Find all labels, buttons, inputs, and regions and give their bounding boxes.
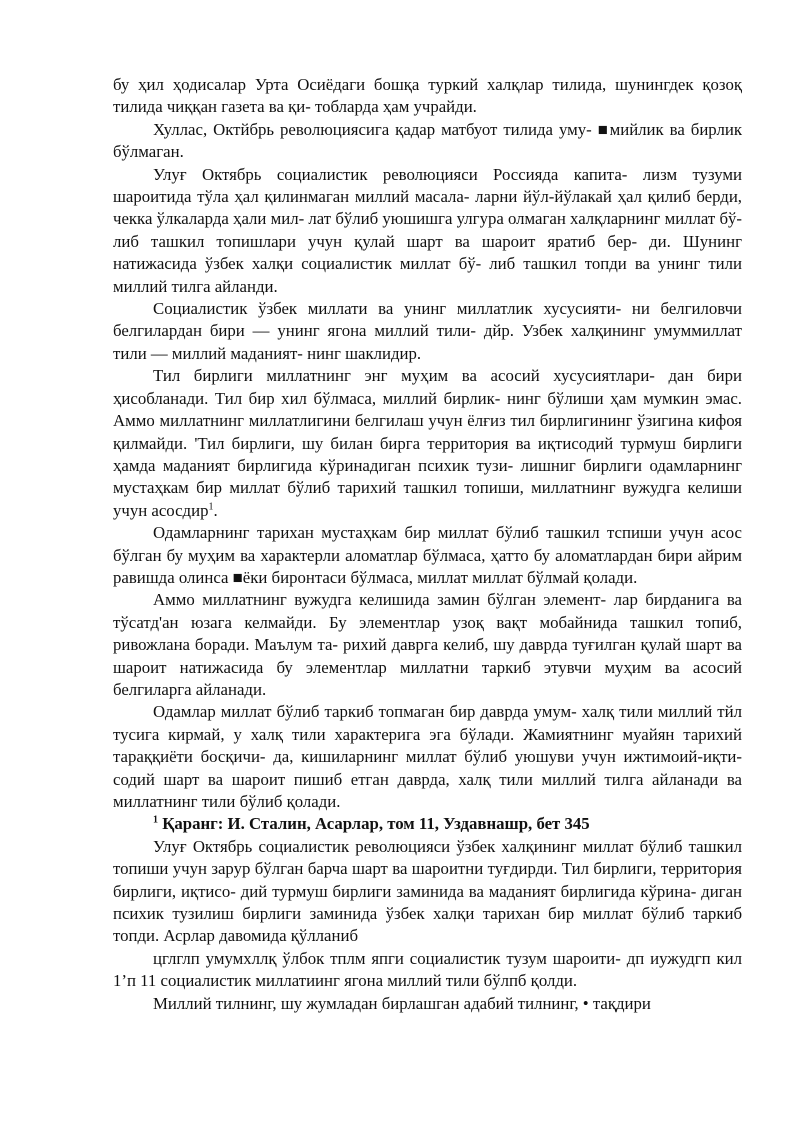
footnote-reference: 1 — [208, 501, 214, 513]
paragraph-3: Улуғ Октябрь социалистик революцияси Россияда капита- лизм тузуми шароитида тўла ҳал қилинмаган миллий масала- ларни йўл-йўлакай ҳал қилиб берди, чекка ўлкаларда ҳали мил- лат бўлиб уюшишга улгура олмаган халқларнинг миллат бў- либ ташкил топишлари учун қулай шарт ва шароит яратиб бер- ди. Шунинг натижасида ўзбек халқи социалистик миллат бў- либ ташкил топди ва унинг тили миллий тилга айланди. — [113, 164, 742, 296]
paragraph-5-text: Тил бирлиги миллатнинг энг муҳим ва асосий хусусиятлари- дан бири ҳисобланади. Тил бир хил бўлмаса, миллий бирлик- нинг бўлиши ҳам мумкин эмас. Аммо миллатнинг миллатлигини белгилаш учун ёлғиз тил бирлигининг ўзигина кифоя қилмайди. 'Тил бирлиги, шу билан бирга территория ва иқтисодий турмуш бирлиги ҳамда маданият бирлигида кўринадиган психик тузи- лишниг бирлиги одамларнинг мустаҳкам бир миллат бўлиб тарихий ташкил топиши, миллатнинг вужудга келиши учун асосдир — [113, 366, 742, 520]
paragraph-2: Хуллас, Октйбрь революциясига қадар матбуот тилида уму- ■мийлик ва бирлик бўлмаган. — [113, 119, 742, 162]
paragraph-6: Одамларнинг тарихан мустаҳкам бир миллат бўлиб ташкил тспиши учун асос бўлган бу муҳим ва характерли аломатлар бўлмаса, ҳатто бу аломатлардан бири айрим равишда олинса ■ёки биронтаси бўлмаса, миллат миллат бўлмай қолади. — [113, 523, 742, 587]
footnote-text: Қаранг: И. Сталин, Асарлар, том 11, Уздавнашр, бет 345 — [158, 814, 590, 834]
footnote-marker: 1 — [153, 814, 158, 826]
paragraph-9: Улуғ Октябрь социалистик революцияси ўзбек халқининг миллат бўлиб ташкил топиши учун зарур бўлган барча шарт ва шароитни туғдирди. Тил бирлиги, территория бирлиги, иқтисо- дий турмуш бирлиги заминида ва маданият бирлигида кўрина- диган психик тузилиш бирлиги заминида ўзбек халқи тарихан бир миллат бўлиб таркиб топди. Асрлар давомида қўлланиб — [113, 836, 742, 946]
paragraph-8: Одамлар миллат бўлиб таркиб топмаган бир даврда умум- халқ тили миллий тйл тусига кирмай, у халқ тили характерига эга бўлади. Жамиятнинг муайян тарихий тараққиёти босқичи- да, кишиларнинг миллат бўлиб уюшуви учун ижтимоий-иқти- содий шарт ва шароит пишиб етган даврда, халқ тили миллий тилга айланади ва миллатнинг тили бўлиб қолади. — [113, 702, 742, 811]
paragraph-7: Аммо миллатнинг вужудга келишида замин бўлган элемент- лар бирданига ва тўсатд'ан юзага келмайди. Бу элементлар узоқ вақт мобайнида ташкил топиб, ривожлана боради. Маълум та- рихий даврга келиб, шу даврда туғилган қулай шарт ва шароит натижасида бу элементлар миллатни таркиб этувчи муҳим ва асосий белгиларга айланади. — [113, 590, 742, 699]
paragraph-5-tail: . — [213, 500, 218, 520]
document-page — [113, 74, 742, 1015]
footnote — [113, 813, 742, 835]
paragraph-5 — [113, 365, 742, 522]
paragraph-4: Социалистик ўзбек миллати ва унинг миллатлик хусусияти- ни белгиловчи белгилардан бири — унинг ягона миллий тили- дйр. Узбек халқининг умуммиллат тили — миллий маданият- нинг шаклидир. — [113, 299, 742, 363]
paragraph-10: цглглп умумхллқ ўлбок тплм япги социалистик тузум шароити- дп иужудгп кил 1’п 11 социалистик миллатиинг ягона миллий тили бўлпб қолди. — [113, 948, 742, 991]
paragraph-11: Миллий тилнинг, шу жумладан бирлашган адабий тилнинг, • тақдири — [153, 993, 651, 1013]
paragraph-1: бу ҳил ҳодисалар Урта Осиёдаги бошқа туркий халқлар тилида, шунингдек қозоқ тилида чиққан газета ва қи- тобларда ҳам учрайди. — [113, 75, 742, 117]
